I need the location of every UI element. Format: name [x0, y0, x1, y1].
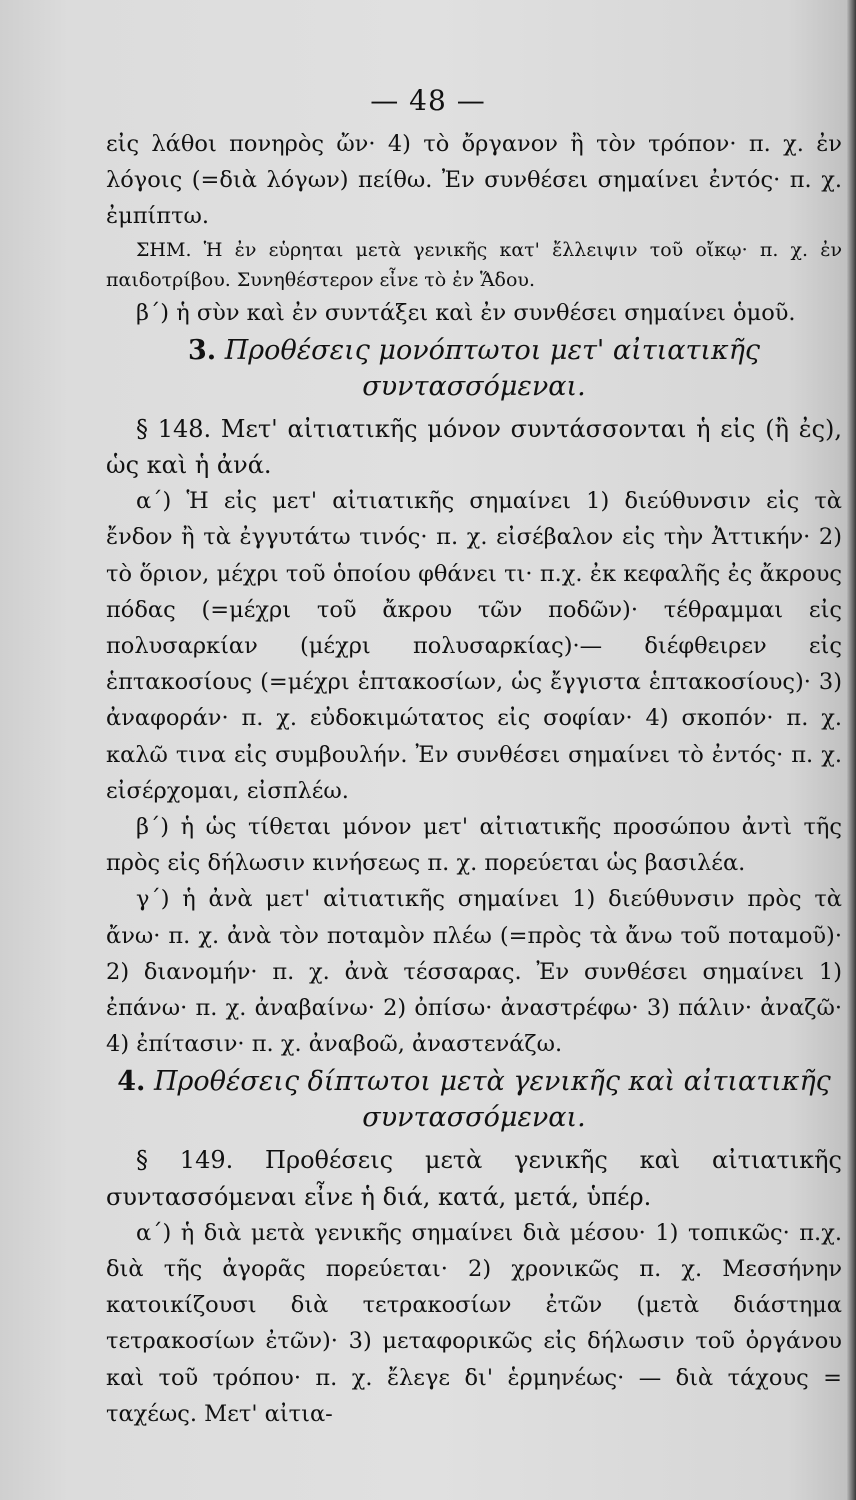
paragraph-1: εἰς λάθοι πονηρὸς ὤν· 4) τὸ ὄργανον ἢ τὸν τρόπον· π. χ. ἐν λόγοις (=διὰ λόγων) πείθω. Ἐν συνθέσει σημαίνει ἐντός· π. χ. ἐμπίπτω.: [106, 131, 842, 230]
heading-4-number: 4.: [117, 1066, 146, 1098]
page-text: [106, 126, 842, 1432]
section-heading-3: [106, 333, 842, 405]
heading-3-number: 3.: [187, 334, 217, 366]
paragraph-eis: α΄) Ἡ εἰς μετ' αἰτιατικῆς σημαίνει 1) διεύθυνσιν εἰς τὰ ἔνδον ἢ τὰ ἐγγυτάτω τινός· π. χ. εἰσέβαλον εἰς τὴν Ἀττικήν· 2) τὸ ὅριον, μέχρι τοῦ ὁποίου φθάνει τι· π.χ. ἐκ κεφαλῆς ἐς ἄκρους πόδας (=μέχρι τοῦ ἄκρου τῶν ποδῶν)· τέθραμμαι εἰς πολυσαρκίαν (μέχρι πολυσαρκίας)·— διέφθειρεν εἰς ἑπτακοσίους (=μέχρι ἑπτακοσίων, ὡς ἔγγιστα ἑπτακοσίους)· 3) ἀναφοράν· π. χ. εὐδοκιμώτατος εἰς σοφίαν· 4) σκοπόν· π. χ. καλῶ τινα εἰς συμβουλήν. Ἐν συνθέσει σημαίνει τὸ ἐντός· π. χ. εἰσέρχομαι, εἰσπλέω.: [106, 488, 842, 804]
heading-4-line2: συντασσόμεναι.: [362, 1102, 586, 1134]
paragraph-hos: β΄) ἡ ὡς τίθεται μόνον μετ' αἰτιατικῆς προσώπου ἀντὶ τῆς πρὸς εἰς δήλωσιν κινήσεως π. χ. πορεύεται ὡς βασιλέα.: [106, 814, 842, 877]
heading-3-line2: συντασσόμεναι.: [362, 370, 586, 402]
heading-4-line1: Προθέσεις δίπτωτοι μετὰ γενικῆς καὶ αἰτιατικῆς: [154, 1066, 831, 1098]
note-paragraph: ΣΗΜ. Ἡ ἐν εὑρηται μετὰ γενικῆς κατ' ἔλλειψιν τοῦ οἴκῳ· π. χ. ἐν παιδοτρίβου. Συνηθέστερον εἶνε τὸ ἐν Ἅδου.: [106, 238, 842, 291]
page-number: — 48 —: [370, 84, 486, 117]
section-heading-4: [106, 1064, 842, 1136]
page-edge-shadow: [846, 0, 856, 1500]
paragraph-dia: α΄) ἡ διὰ μετὰ γενικῆς σημαίνει διὰ μέσου· 1) τοπικῶς· π.χ. διὰ τῆς ἀγορᾶς πορεύεται· 2) χρονικῶς π. χ. Μεσσήνην κατοικίζουσι διὰ τετρακοσίων ἐτῶν (μετὰ διάστημα τετρακοσίων ἐτῶν)· 3) μεταφορικῶς εἰς δήλωσιν τοῦ ὀργάνου καὶ τοῦ τρόπου· π. χ. ἔλεγε δι' ἑρμηνέως· — διὰ τάχους = ταχέως. Μετ' αἰτια-: [106, 1219, 842, 1427]
paragraph-148: § 148. Μετ' αἰτιατικῆς μόνον συντάσσονται ἡ εἰς (ἢ ἐς), ὡς καὶ ἡ ἀνά.: [106, 414, 842, 480]
paragraph-3: β΄) ἡ σὺν καὶ ἐν συντάξει καὶ ἐν συνθέσει σημαίνει ὁμοῦ.: [136, 299, 796, 326]
paragraph-ana: γ΄) ἡ ἀνὰ μετ' αἰτιατικῆς σημαίνει 1) διεύθυνσιν πρὸς τὰ ἄνω· π. χ. ἀνὰ τὸν ποταμὸν πλέω (=πρὸς τὰ ἄνω τοῦ ποταμοῦ)· 2) διανομήν· π. χ. ἀνὰ τέσσαρας. Ἐν συνθέσει σημαίνει 1) ἐπάνω· π. χ. ἀναβαίνω· 2) ὀπίσω· ἀναστρέφω· 3) πάλιν· ἀναζῶ· 4) ἐπίτασιν· π. χ. ἀναβοῶ, ἀναστενάζω.: [106, 886, 842, 1058]
paragraph-149: § 149. Προθέσεις μετὰ γενικῆς καὶ αἰτιατικῆς συντασσόμεναι εἶνε ἡ διά, κατά, μετά, ὑπέρ.: [106, 1146, 842, 1211]
heading-3-line1: Προθέσεις μονόπτωτοι μετ' αἰτιατικῆς: [224, 334, 761, 366]
